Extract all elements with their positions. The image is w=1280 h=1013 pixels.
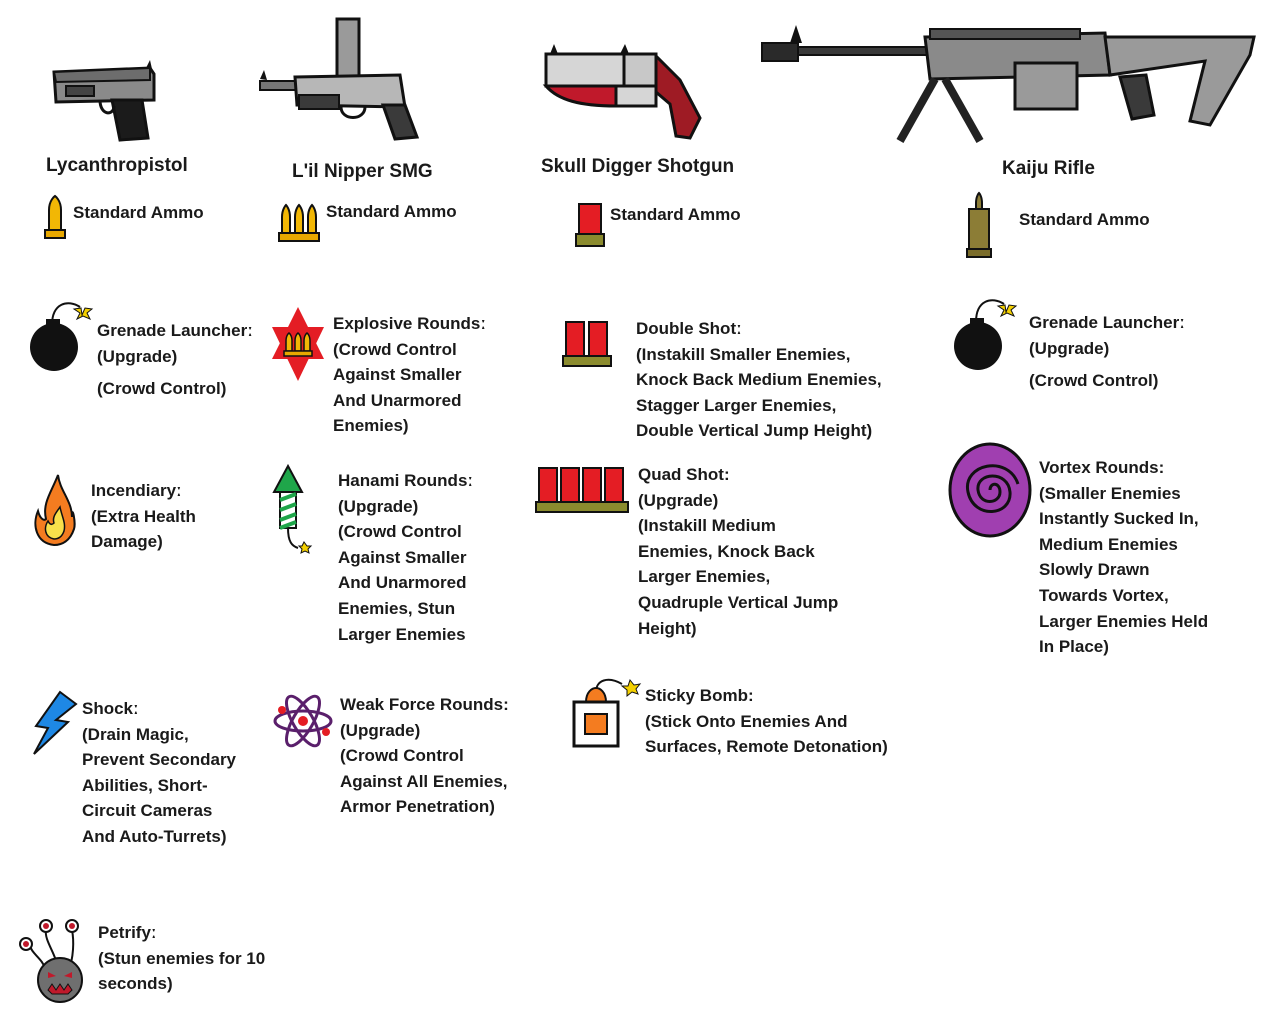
- entry-shock: [82, 696, 236, 850]
- double-shell-icon: [562, 320, 614, 370]
- entry-line: Double Vertical Jump Height): [636, 421, 873, 441]
- vortex-icon: [948, 440, 1034, 540]
- bomb-icon: [952, 292, 1020, 372]
- skull-digger-shotgun-image: [540, 40, 710, 145]
- ammo-label-kaiju-rifle: Standard Ammo: [1019, 210, 1150, 229]
- entry-title: Grenade Launcherː: [1029, 313, 1185, 332]
- entry-line: (Crowd Control): [1029, 371, 1159, 391]
- entry-title: Quad Shot:: [638, 465, 730, 484]
- entry-line: Medium Enemies: [1039, 534, 1178, 554]
- explosive-star-icon: [270, 305, 326, 383]
- entry-line: Abilities, Short-: [82, 775, 208, 795]
- entry-line: Quadruple Vertical Jump: [638, 592, 839, 612]
- entry-line: Surfaces, Remote Detonation): [645, 737, 888, 757]
- entry-sticky-bomb: [645, 683, 888, 760]
- entry-title: Double Shotː: [636, 319, 742, 338]
- entry-line: Slowly Drawn: [1039, 560, 1150, 580]
- entry-line: Larger Enemies Held: [1039, 611, 1209, 631]
- entry-weak-force-rounds: [340, 692, 509, 820]
- entry-line: Stagger Larger Enemies,: [636, 395, 837, 415]
- entry-line: Against Smaller: [338, 547, 467, 567]
- entry-line: And Unarmored: [333, 390, 462, 410]
- gun-title-lil-nipper-smg: L'il Nipper SMG: [292, 161, 433, 182]
- entry-line: (Instakill Medium: [638, 516, 776, 536]
- entry-line: Towards Vortex,: [1039, 585, 1169, 605]
- entry-line: (Stun enemies for 10: [98, 948, 266, 968]
- entry-line: Larger Enemies: [338, 624, 466, 644]
- entry-vortex-rounds: [1039, 455, 1208, 660]
- entry-line: seconds): [98, 974, 173, 994]
- entry-line: (Crowd Control): [97, 379, 227, 399]
- entry-line: (Extra Health: [91, 506, 196, 526]
- lil-nipper-smg-image: [255, 15, 425, 140]
- entry-line: Armor Penetration): [340, 797, 495, 817]
- entry-line: Larger Enemies,: [638, 567, 771, 587]
- atom-icon: [272, 692, 334, 750]
- entry-title: Sticky Bomb:: [645, 686, 754, 705]
- entry-line: (Crowd Control: [338, 522, 462, 542]
- entry-line: Damage): [91, 532, 163, 552]
- entry-line: Enemies, Stun: [338, 598, 456, 618]
- entry-quad-shot: [638, 462, 838, 641]
- entry-explosive-rounds: [333, 311, 486, 439]
- entry-title: Grenade Launcherː: [97, 321, 253, 340]
- rifle-cartridge-icon: [965, 193, 993, 259]
- entry-line: Height): [638, 618, 697, 638]
- entry-title: Explosive Roundsː: [333, 314, 487, 333]
- entry-line: And Auto-Turrets): [82, 826, 227, 846]
- entry-line: Prevent Secondary: [82, 750, 237, 770]
- entry-title: Petrifyː: [98, 923, 157, 942]
- entry-title: Hanami Roundsː: [338, 471, 474, 490]
- gun-title-skull-digger-shotgun: Skull Digger Shotgun: [541, 156, 735, 177]
- entry-line: Circuit Cameras: [82, 801, 213, 821]
- entry-line: Against All Enemies,: [340, 771, 508, 791]
- entry-line: Knock Back Medium Enemies,: [636, 370, 882, 390]
- ammo-label-skull-digger-shotgun: Standard Ammo: [610, 205, 741, 224]
- entry-line: (Upgrade): [97, 346, 178, 366]
- entry-line: (Upgrade): [638, 490, 719, 510]
- lightning-bolt-icon: [32, 692, 78, 756]
- bomb-icon: [28, 295, 96, 375]
- entry-incendiary: [91, 478, 196, 555]
- entry-double-shot: [636, 316, 882, 444]
- triple-bullet-icon: [278, 205, 320, 243]
- entry-line: Enemies): [333, 416, 409, 436]
- kaiju-rifle-image: [760, 15, 1260, 150]
- entry-line: (Upgrade): [338, 496, 419, 516]
- petrify-monster-icon: [18, 918, 92, 1004]
- entry-title: Vortex Rounds:: [1039, 458, 1165, 477]
- entry-line: (Upgrade): [1029, 338, 1110, 358]
- entry-title: Incendiaryː: [91, 481, 182, 500]
- entry-title: Shockː: [82, 699, 139, 718]
- entry-line: (Crowd Control: [340, 746, 464, 766]
- lycanthropistol-image: [50, 60, 160, 145]
- shotgun-shell-icon: [574, 202, 606, 248]
- pistol-bullet-icon: [42, 196, 68, 240]
- gun-title-lycanthropistol: Lycanthropistol: [46, 155, 188, 176]
- entry-line: (Crowd Control: [333, 339, 457, 359]
- entry-hanami-rounds: [338, 468, 473, 647]
- flame-icon: [32, 473, 76, 547]
- entry-petrify: [98, 920, 265, 997]
- entry-line: And Unarmored: [338, 573, 467, 593]
- gun-title-kaiju-rifle: Kaiju Rifle: [1002, 158, 1095, 179]
- entry-title: Weak Force Rounds:: [340, 695, 509, 714]
- sticky-bomb-icon: [572, 670, 640, 752]
- entry-line: In Place): [1039, 637, 1109, 657]
- entry-line: (Stick Onto Enemies And: [645, 711, 848, 731]
- ammo-label-lycanthropistol: Standard Ammo: [73, 203, 204, 222]
- entry-line: (Upgrade): [340, 720, 421, 740]
- entry-grenade-launcher-pistol: [97, 318, 253, 402]
- quad-shell-icon: [535, 466, 631, 514]
- entry-grenade-launcher-rifle: [1029, 310, 1185, 394]
- entry-line: (Drain Magic,: [82, 724, 189, 744]
- entry-line: Instantly Sucked In,: [1039, 509, 1199, 529]
- firework-rocket-icon: [272, 466, 314, 558]
- entry-line: Enemies, Knock Back: [638, 541, 815, 561]
- entry-line: Against Smaller: [333, 365, 462, 385]
- ammo-label-lil-nipper-smg: Standard Ammo: [326, 202, 457, 221]
- entry-line: (Instakill Smaller Enemies,: [636, 344, 851, 364]
- entry-line: (Smaller Enemies: [1039, 483, 1181, 503]
